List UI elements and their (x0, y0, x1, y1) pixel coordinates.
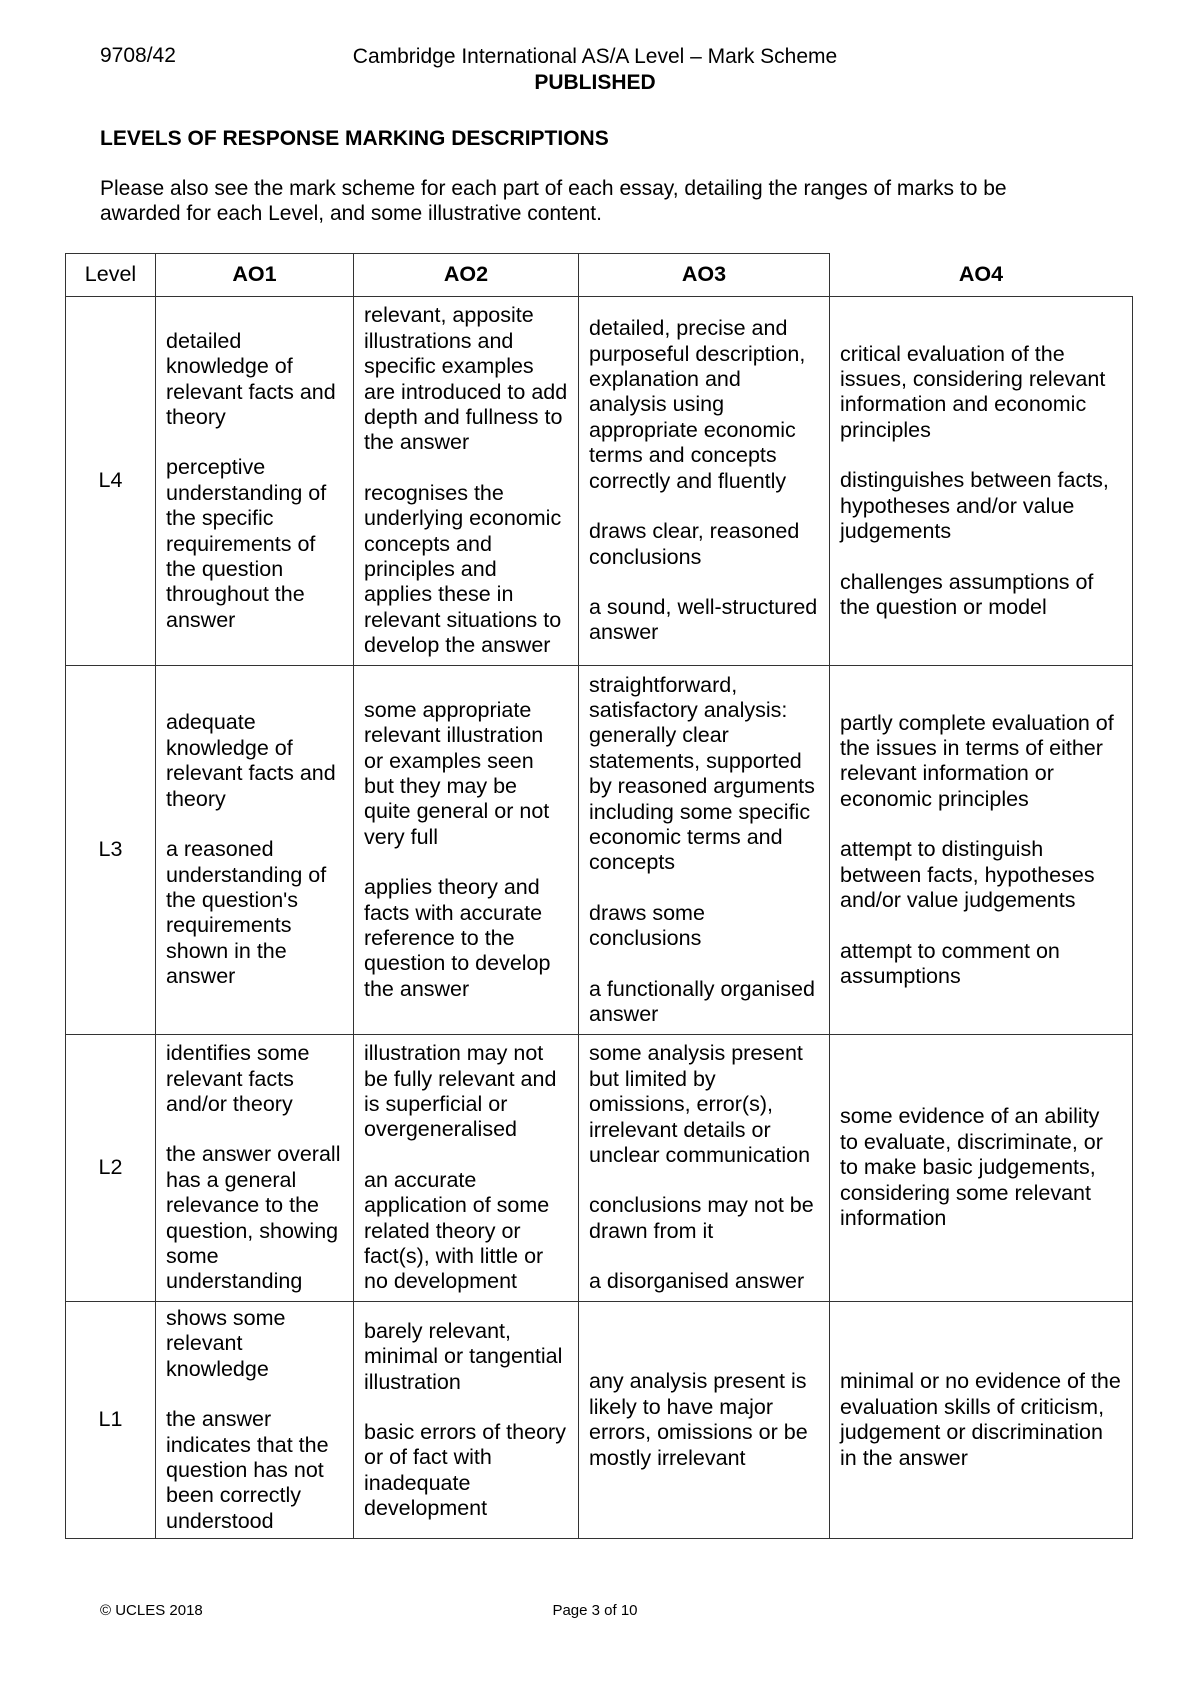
ao4-cell (830, 666, 1133, 1035)
descriptor-text: a sound, well-structured answer (589, 594, 818, 645)
descriptor-text: shows some relevant knowledge (166, 1306, 286, 1381)
header-ao2: AO2 (354, 254, 579, 297)
ao1-cell (156, 1302, 354, 1539)
ao1-cell (156, 1035, 354, 1302)
descriptor-text: attempt to distinguish between facts, hypotheses and/or value judgements (840, 837, 1095, 913)
descriptor-text: identifies some relevant facts and/or theory (166, 1041, 310, 1116)
descriptor-text: distinguishes between facts, hypotheses and/or value judgements (840, 468, 1109, 544)
descriptor-text: perceptive understanding of the specific requirements of the question throughout the answer (166, 455, 327, 632)
ao2-cell (354, 297, 579, 666)
descriptor-text: adequate knowledge of relevant facts and theory (166, 710, 336, 811)
descriptor-text: minimal or no evidence of the evaluation skills of criticism, judgement or discrimination in the answer (840, 1369, 1121, 1470)
intro-paragraph: Please also see the mark scheme for each part of each essay, detailing the ranges of marks to be awarded for each Level, and some illustrative content. (100, 177, 1007, 225)
ao3-cell (579, 1035, 830, 1302)
level-cell: L4 (66, 297, 156, 666)
descriptor-text: draws some conclusions (589, 900, 705, 951)
level-cell: L2 (66, 1035, 156, 1302)
descriptor-text: an accurate application of some related theory or fact(s), with little or no development (364, 1167, 550, 1294)
header-level: Level (66, 254, 156, 297)
descriptor-text: basic errors of theory or of fact with inadequate development (364, 1419, 566, 1521)
descriptor-text: illustration may not be fully relevant and is superficial or overgeneralised (364, 1041, 557, 1142)
document-title-text: Cambridge International AS/A Level – Mark Scheme (352, 45, 838, 68)
descriptor-text: some appropriate relevant illustration or examples seen but they may be quite general or not very full (364, 697, 550, 849)
descriptor-text: relevant, apposite illustrations and specific examples are introduced to add depth and fullness to the answer (364, 303, 568, 455)
descriptor-text: the answer indicates that the question has not been correctly understood (166, 1407, 329, 1533)
descriptor-text: recognises the underlying economic concepts and principles and applies these in relevant situations to develop the answer (364, 480, 562, 658)
level-cell: L3 (66, 666, 156, 1035)
descriptor-text: partly complete evaluation of the issues in terms of either relevant information or economic principles (840, 710, 1114, 811)
descriptor-text: a reasoned understanding of the question's requirements shown in the answer (166, 837, 327, 989)
document-title (0, 44, 1190, 96)
ao4-cell (830, 1035, 1133, 1302)
ao2-cell (354, 1035, 579, 1302)
descriptor-text: critical evaluation of the issues, considering relevant information and economic principles (840, 341, 1106, 442)
descriptor-text: some analysis present but limited by omissions, error(s), irrelevant details or unclear communication (589, 1041, 811, 1167)
table-header-row (66, 254, 1133, 297)
level-cell: L1 (66, 1302, 156, 1539)
descriptor-text: challenges assumptions of the question or model (840, 569, 1094, 619)
descriptor-text: applies theory and facts with accurate reference to the question to develop the answer (364, 875, 551, 1001)
table-row (66, 1035, 1133, 1302)
ao3-cell (579, 1302, 830, 1539)
published-label: PUBLISHED (534, 71, 656, 94)
descriptor-text: detailed, precise and purposeful description, explanation and analysis using appropriate economic terms and concepts correctly and fluently (589, 316, 806, 493)
descriptor-text: the answer overall has a general relevance to the question, showing some understanding (166, 1142, 341, 1294)
descriptor-text: draws clear, reasoned conclusions (589, 519, 800, 569)
descriptor-text: straightforward, satisfactory analysis: generally clear statements, supported by reasoned arguments including some specific economic terms and concepts (589, 672, 815, 875)
descriptor-text: any analysis present is likely to have major errors, omissions or be mostly irrelevant (589, 1369, 808, 1470)
footer-page-number: Page 3 of 10 (552, 1602, 638, 1619)
ao2-cell (354, 1302, 579, 1539)
ao4-cell (830, 1302, 1133, 1539)
descriptor-text: a functionally organised answer (589, 976, 815, 1027)
ao2-cell (354, 666, 579, 1035)
descriptor-text: conclusions may not be drawn from it (589, 1193, 814, 1243)
ao3-cell (579, 666, 830, 1035)
ao4-cell (830, 297, 1133, 666)
descriptor-text: attempt to comment on assumptions (840, 938, 1060, 988)
header-ao4: AO4 (830, 254, 1133, 297)
ao3-cell (579, 297, 830, 666)
header-ao1: AO1 (156, 254, 354, 297)
document-code: 9708/42 (100, 44, 176, 67)
section-heading: LEVELS OF RESPONSE MARKING DESCRIPTIONS (100, 127, 609, 150)
table-row (66, 297, 1133, 666)
descriptor-text: a disorganised answer (589, 1269, 805, 1294)
header-ao3: AO3 (579, 254, 830, 297)
ao1-cell (156, 297, 354, 666)
levels-table (65, 253, 1133, 1539)
table-row (66, 1302, 1133, 1539)
table-row (66, 666, 1133, 1035)
descriptor-text: barely relevant, minimal or tangential illustration (364, 1318, 563, 1394)
footer-copyright: © UCLES 2018 (100, 1602, 203, 1619)
descriptor-text: some evidence of an ability to evaluate, discriminate, or to make basic judgements, considering some relevant information (840, 1104, 1103, 1231)
descriptor-text: detailed knowledge of relevant facts and theory (166, 328, 336, 429)
ao1-cell (156, 666, 354, 1035)
